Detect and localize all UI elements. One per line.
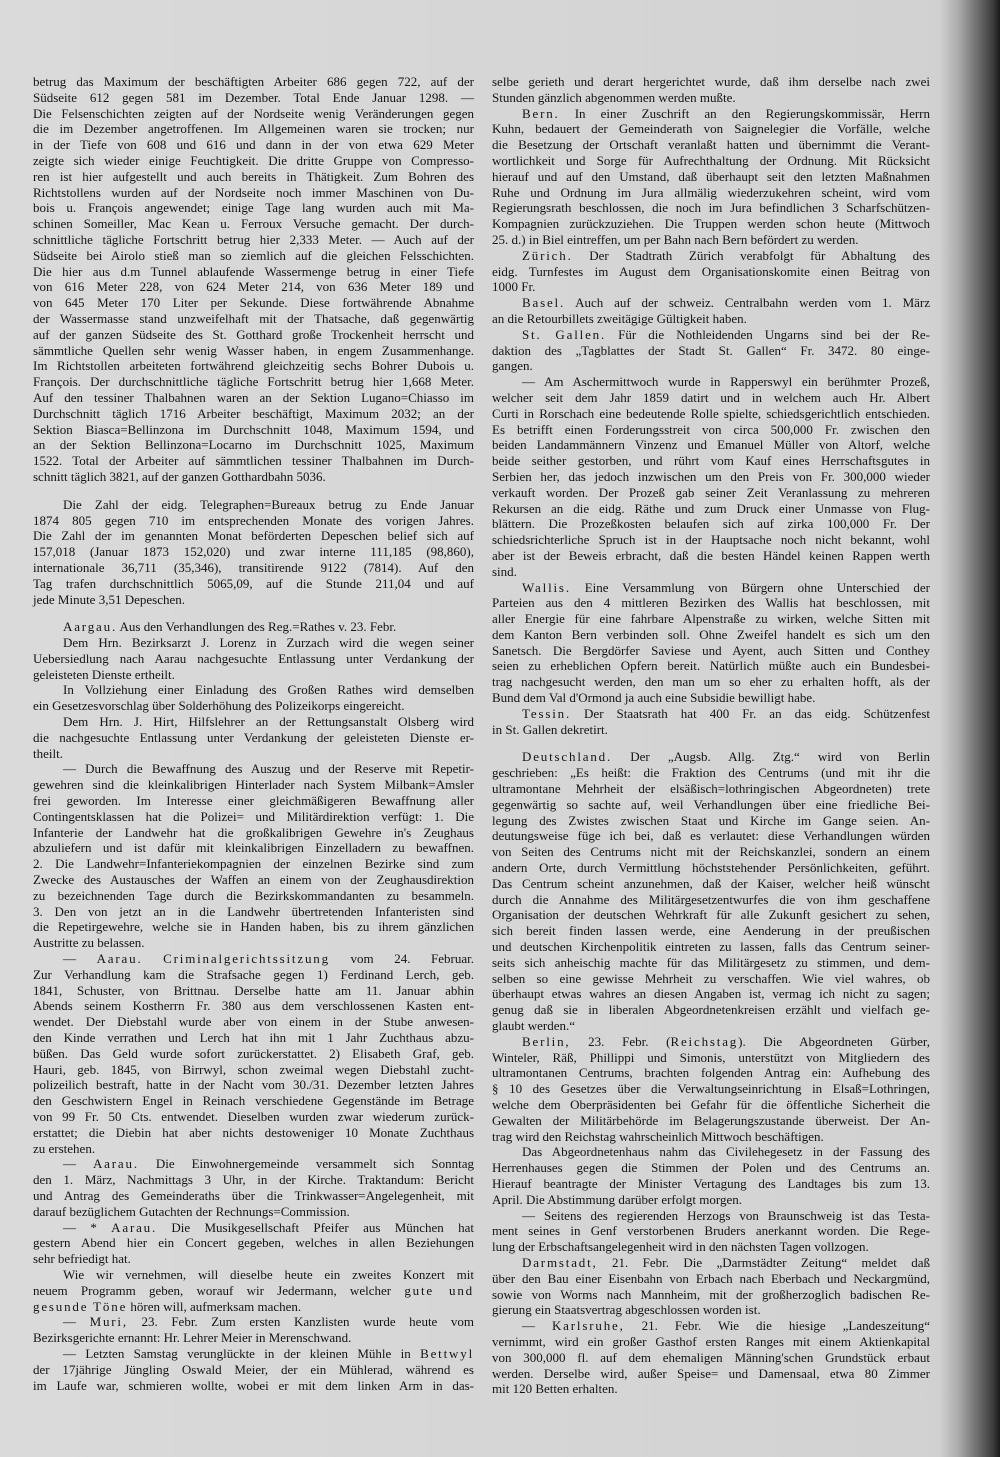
text-run: hören will, aufmerksam machen.	[127, 1298, 302, 1314]
paragraph	[33, 761, 474, 951]
text-line	[492, 749, 930, 765]
page-edge-shadow	[940, 0, 1000, 1457]
text-line	[33, 951, 474, 967]
text-line: § 10 des Gesetzes über die Verwaltungseinrichtung in Elsaß=Lothringen,	[492, 1081, 930, 1097]
spaced-emphasis-text: Criminalgerichtssitzung	[163, 951, 330, 967]
text-run: Der „Augsb. Allg. Ztg.“ wird von Berlin	[612, 749, 930, 765]
spaced-emphasis-text: Bettwyl	[420, 1345, 474, 1361]
text-line: auf der ganzen Südseite des St. Gotthard große Trockenheit herrscht und	[33, 326, 474, 342]
text-line: Hierauf beantragte der Minister Vertagung des Landtages bis zum 13.	[492, 1175, 930, 1191]
spaced-emphasis-text: Aarau.	[92, 1156, 139, 1172]
text-line: internationale 36,711 (35,346), transitirende 9122 (7814). Auf den	[33, 559, 474, 575]
text-run: Für die Nothleidenden Ungarns sind bei der Re-	[606, 326, 930, 342]
text-line: trag nachgesucht werden, den man um so eher zu erhalten hofft, als der	[492, 674, 930, 690]
text-line: und deutschen Kirchenpolitik eintreten zu lassen, falls das Centrum seiner-	[492, 939, 930, 955]
spaced-emphasis-text: Berlin,	[522, 1033, 571, 1049]
text-line: in St. Gallen dekretirt.	[492, 721, 608, 737]
text-column-right	[492, 74, 930, 1397]
text-line: Infanterie der Landwehr hat die großkalibrigen Gewehre in's Zeughaus	[33, 824, 474, 840]
text-line: — Seitens des regierenden Herzogs von Braunschweig ist das Testa-	[522, 1207, 930, 1223]
text-line: hierauf und auf den Umstand, daß überhaupt seit den letzten Maßnahmen	[492, 168, 930, 184]
text-line: Im Richtstollen arbeiteten fortwährend gleichzeitig sechs Bohrer Dubois u.	[33, 358, 474, 374]
text-line: der Wassermasse stand unzweifelhaft mit der Thatsache, daß gegenwärtig	[33, 310, 474, 326]
text-line: schiedsrichterliche Spruch ist in der Hauptsache noch nicht bekannt, wohl	[492, 532, 930, 548]
text-run: 21. Febr. Wie die hiesige „Landeszeitung“	[624, 1318, 931, 1334]
text-line	[492, 327, 930, 343]
text-line: wendet. Der Diebstahl wurde aber von einem in der Stube anwesen-	[33, 1014, 474, 1030]
spaced-emphasis-text: Aarau.	[96, 951, 143, 967]
text-line: Die Zahl der eidg. Telegraphen=Bureaux betrug zu Ende Januar	[63, 496, 474, 512]
paragraph	[492, 374, 930, 579]
text-line: sind.	[492, 563, 517, 579]
text-line: selbe gerieth und derart hergerichtet wurde, daß ihm derselbe nach zwei	[492, 74, 930, 89]
text-line: 25. d.) in Biel eintreffen, um per Bahn nach Bern befördert zu werden.	[492, 231, 859, 247]
spaced-emphasis-text: Bern.	[522, 105, 560, 121]
text-line: zeigte sich wieder einige Feuchtigkeit. Die dritte Gruppe von Compresso-	[33, 152, 474, 168]
text-line	[33, 1156, 474, 1172]
text-line: welcher seit dem Jahr 1859 datirt und in welchem auch Hr. Albert	[492, 389, 930, 405]
text-run: —	[63, 1314, 90, 1330]
text-line: trag wird den Reichstag wahrscheinlich Mittwoch beschäftigen.	[492, 1128, 824, 1144]
spaced-emphasis-text: Aargau.	[63, 619, 118, 635]
spaced-emphasis-text: Tessin.	[522, 705, 572, 721]
text-line: 1522. Total der Arbeiter auf sämmtlichen tessiner Thalbahnen im Durch-	[33, 453, 474, 469]
text-line: April. Die Abstimmung darüber erfolgt morgen.	[492, 1191, 742, 1207]
text-line	[33, 1299, 474, 1315]
text-line: seits sich anheischig machte für das Militärgesetz zu stimmen, und dem-	[492, 954, 930, 970]
paragraph	[492, 706, 930, 738]
text-line: die Besetzung der Ortschaft veranlaßt hatten und übernimmt die Verant-	[492, 137, 930, 153]
text-line: Bund dem Val d'Ormond ja auch eine Subsidie bewilligt habe.	[492, 690, 816, 706]
text-line: sämmtliche Quellen sehr wenig Wasser haben, in engem Zusammenhange.	[33, 342, 474, 358]
spaced-emphasis-text: St. Gallen.	[522, 326, 607, 342]
text-line: Regierungsrath beschlossen, die noch im Jura befindlichen 3 Scharfschützen-	[492, 200, 930, 216]
text-run: Der Stadtrath Zürich verabfolgt für Abhaltung des	[572, 247, 930, 263]
text-line: wortlichkeit und Sorge für Aufrechthaltung der Ordnung. Mit Rücksicht	[492, 152, 930, 168]
text-line: sich bereit finden lassen werde, eine Aenderung in der preußischen	[492, 923, 930, 939]
text-line: von 300,000 fl. auf dem ehemaligen Männing'schen Grundstück erbaut	[492, 1349, 930, 1365]
text-line: mit 120 Betten erhalten.	[492, 1381, 618, 1397]
text-line	[33, 1314, 474, 1330]
text-run: Die Einwohnergemeinde versammelt sich Sonntag	[138, 1156, 475, 1172]
text-line: Serbien her, das jedoch inzwischen um den Preis von Fr. 300,000 wieder	[492, 468, 930, 484]
article-section	[492, 74, 930, 737]
text-line: die im Dezember angetroffenen. Im Allgemeinen waren sie trocken; nur	[33, 121, 474, 137]
article-section	[492, 749, 930, 1397]
text-run: neuem Programm geben, worauf wir Jedermann, welcher	[33, 1282, 405, 1298]
paragraph	[492, 1318, 930, 1397]
text-line: Contingentsklassen hat die Polizei= und Militärdirektion verfügt: 1. Die	[33, 808, 474, 824]
text-line: sowie von Worms nach Mannheim, mit der großherzoglich badischen Re-	[492, 1286, 930, 1302]
text-line: glaubt werden.“	[492, 1018, 576, 1034]
text-line: betrug das Maximum der beschäftigten Arbeiter 686 gegen 722, auf der	[33, 74, 474, 89]
text-line: Kuhn, bedauert der Gemeinderath von Saignelegier die Vorfälle, welche	[492, 121, 930, 137]
text-line: abzuliefern und ist dafür mit kleinkalibrigen Einzelladern zu bewaffnen.	[33, 840, 474, 856]
text-line: an die Retourbillets zweitägige Gültigkeit haben.	[492, 310, 747, 326]
text-line: eidg. Turnfestes im August dem Organisationskomite einen Beitrag von	[492, 263, 930, 279]
text-run: In einer Zuschrift an den Regierungskommissär, Herrn	[559, 105, 930, 121]
paragraph	[33, 951, 474, 1156]
text-line: 1000 Fr.	[492, 279, 536, 295]
text-line: über den Bau einer Eisenbahn von Erbach nach Eberbach und Neckargmünd,	[492, 1270, 930, 1286]
text-line: 3. Den von jetzt an in die Landwehr übertretenden Infanteristen sind	[33, 903, 474, 919]
text-line: frei geworden. Im Interesse einer gleichmäßigeren Bewaffnung aller	[33, 793, 474, 809]
text-line: ultramontanen Centrums, brachten folgenden Antrag ein: Aufhebung des	[492, 1065, 930, 1081]
text-run: —	[522, 1318, 552, 1334]
text-line: Tag trafen durchschnittlich 5065,09, auf die Stunde 211,04 und auf	[33, 575, 474, 591]
text-line: beiden Landammännern Vinzenz und Emanuel Müller von Altorf, welche	[492, 437, 930, 453]
paragraph	[492, 74, 930, 106]
spaced-emphasis-text: Aarau.	[111, 1219, 158, 1235]
spaced-emphasis-text: Wallis.	[522, 579, 571, 595]
paragraph	[492, 248, 930, 295]
text-line: Südseite 612 gegen 581 im Dezember. Total Ende Januar 1298. —	[33, 89, 474, 105]
text-line	[492, 1318, 930, 1334]
spaced-emphasis-text: Deutschland.	[522, 749, 613, 765]
text-line: Das Abgeordnetenhaus nahm das Civilehegesetz in der Fassung des	[522, 1144, 930, 1160]
text-line: Wie wir vernehmen, will dieselbe heute ein zweites Konzert mit	[63, 1266, 474, 1282]
text-run: — Letzten Samstag verunglückte in der kleinen Mühle in	[63, 1345, 421, 1361]
text-run: Aus den Verhandlungen des Reg.=Rathes v. 23. Febr.	[117, 619, 397, 635]
text-line: Stunden gänzlich abgenommen werden mußte.	[492, 89, 736, 105]
spaced-emphasis-text: Darmstadt,	[522, 1254, 598, 1270]
text-line: Es betrifft einen Forderungsstreit von circa 500,000 Fr. zwischen den	[492, 421, 930, 437]
paragraph	[492, 749, 930, 1033]
text-run: Der Staatsrath hat 400 Fr. an das eidg. Schützenfest	[571, 705, 930, 721]
text-line: beide seither gestorben, und rührt vom Kauf eines Herrschaftsgutes in	[492, 453, 930, 469]
text-line: gangen.	[492, 358, 533, 374]
paragraph	[33, 497, 474, 608]
text-line: überhaupt etwas wahres an diesen Angaben ist, vermag ich nicht zu sagen;	[492, 986, 930, 1002]
spaced-emphasis-text: Basel.	[522, 295, 566, 311]
text-line: bois u. François angewendet; einige Tage lang wurden auch mit Ma-	[33, 200, 474, 216]
text-line: ein Gesetzesvorschlag über Solderhöhung des Polizeikorps eingereicht.	[33, 698, 405, 714]
text-line: den 1. März, Nachmittags 3 Uhr, in der Kirche. Traktandum: Bericht	[33, 1172, 474, 1188]
text-line: Winteler, Räß, Phillippi und Simonis, unterstützt von Mitgliedern des	[492, 1049, 930, 1065]
paragraph	[492, 1208, 930, 1255]
text-line: und Antrag des Gemeinderaths über die Trinkwasser=Angelegenheit, mit	[33, 1187, 474, 1203]
text-line: welche dem Oberpräsidenten bei Gefahr für die öffentliche Sicherheit die	[492, 1097, 930, 1112]
text-line: der 17jährige Jüngling Oswald Meier, der ein Mühlerad, während es	[33, 1361, 474, 1377]
text-line: gegenwärtig so sachte auf, weil Verhandlungen über eine friedliche Bei-	[492, 796, 930, 812]
text-line: aber ist der Beweis erbracht, daß die besten Händel keinen Rappen werth	[492, 547, 930, 563]
article-section	[33, 619, 474, 1393]
text-line: 1874 805 gegen 710 im entsprechenden Monate des vorigen Jahres.	[33, 512, 474, 528]
text-run: Eine Versammlung von Bürgern ohne Unterschied der	[570, 579, 930, 595]
text-line: Das Centrum scheint anzunehmen, daß der Kaiser, welcher heiß wünscht	[492, 875, 930, 891]
text-line: In Vollziehung einer Einladung des Großen Rathes wird demselben	[63, 682, 474, 698]
text-line: an der Sektion Bellinzona=Locarno im Durchschnitt 1025, Maximum	[33, 437, 474, 453]
paragraph	[33, 619, 474, 635]
paragraph	[33, 74, 474, 485]
text-line: die nachgesuchte Entlassung unter Verdankung der geleisteten Dienste er-	[33, 729, 474, 745]
text-run: — *	[63, 1219, 112, 1235]
text-line: Durchschnitt täglich 1716 Arbeiter beschäftigt, Maximum 2032; an der	[33, 405, 474, 421]
text-line: deutungsweise füge ich bei, daß es verlautet: diese Verhandlungen würden	[492, 828, 930, 844]
text-line: legung des Zwistes zwischen Staat und Kirche im Gange seien. An-	[492, 812, 930, 828]
text-run: 23. Febr. Zum ersten Kanzlisten wurde heute vom	[127, 1314, 474, 1330]
spaced-emphasis-text: gesunde Töne	[33, 1298, 128, 1314]
text-line: ren ist hier aufgestellt und auch bereits in Thätigkeit. Zum Bohren des	[33, 168, 474, 184]
text-line: 157,018 (Januar 1873 152,020) und zwar interne 111,185 (98,860),	[33, 544, 474, 560]
text-line: geschrieben: „Es heißt: die Fraktion des Centrums (und mit ihr die	[492, 765, 930, 781]
text-line: gierung ein Staatsvertrag abgeschlossen worden ist.	[492, 1302, 761, 1318]
text-line: daktion des „Tagblattes der Stadt St. Gallen“ Fr. 3472. 80 einge-	[492, 342, 930, 358]
text-line: verkauft worden. Der Prozeß gab seiner Zeit Veranlassung zu mehreren	[492, 484, 930, 500]
text-line: Ruhe und Ordnung im Jura allmälig wiederzukehren scheint, wird vom	[492, 184, 930, 200]
article-section	[33, 497, 474, 608]
text-line	[492, 1034, 930, 1050]
text-line: schnittliche tägliche Fortschritt betrug hier 2,333 Meter. — Auch auf der	[33, 231, 474, 247]
text-line: von 616 Meter 228, von 624 Meter 214, von 636 Meter 189 und	[33, 279, 474, 295]
text-line	[33, 1346, 474, 1362]
text-line: Die Felsenschichten zeigten auf der Nordseite wenig Veränderungen gegen	[33, 105, 474, 121]
text-line: Rekursen an die eidg. Räthe und zum Druck einer Unmasse von Flug-	[492, 500, 930, 516]
text-line	[33, 1220, 474, 1236]
text-line: Herrenhauses gegen die Stimmen der Polen und des Centrums an.	[492, 1160, 930, 1176]
text-line: im Laufe war, schmieren wollte, wobei er mit dem linken Arm in das-	[33, 1377, 474, 1393]
text-line: den Geschwistern Engel in Reinach verschiedene Gegenstände im Betrage	[33, 1093, 474, 1109]
spaced-emphasis-text: gute und	[404, 1282, 474, 1298]
text-run: vom 24. Februar.	[329, 951, 475, 967]
text-run: 21. Febr. Die „Darmstädter Zeitung“ meldet daß	[597, 1254, 930, 1270]
text-line: 1841, Schuster, von Brittnau. Derselbe hatte am 11. Januar abhin	[33, 982, 474, 998]
text-line: die Repetirgewehre, welche sie in Handen haben, bis zu ihrem gänzlichen	[33, 919, 474, 935]
paragraph	[33, 635, 474, 682]
text-line	[492, 295, 930, 311]
paragraph	[33, 1346, 474, 1393]
text-line: ultramontane Mehrheit der elsäßisch=lothringischen Abgeordneten) trete	[492, 781, 930, 797]
text-line: zu erstehen.	[33, 1140, 96, 1156]
text-line: lung der Erbschaftsangelegenheit wird in den nächsten Tagen vollzogen.	[492, 1239, 869, 1255]
text-line: jede Minute 3,51 Depeschen.	[33, 591, 185, 607]
text-line: zu bezeichnenden Tage durch die Bezirkskommandanten zu besammeln.	[33, 887, 474, 903]
text-line: von 645 Meter 170 Liter per Sekunde. Diese fortwährende Abnahme	[33, 295, 474, 311]
text-line: von Seiten des Centrums nicht mit der Reichskanzlei, sondern an einem	[492, 844, 930, 860]
text-run: 23. Febr. (	[570, 1033, 671, 1049]
text-line: Dem Hrn. J. Hirt, Hilfslehrer an der Rettungsanstalt Olsberg wird	[63, 714, 474, 730]
text-line: selben so eine gewisse Mehrheit zu verschaffen. Wie viel wahres, ob	[492, 970, 930, 986]
text-line: andern Orte, durch Vermittlung höchststehender Persönlichkeiten, geführt.	[492, 860, 930, 876]
text-run: ). Die Abgeordneten Gürber,	[738, 1033, 930, 1049]
paragraph	[33, 1267, 474, 1314]
text-line: in der Tiefe von 608 und 616 und dann in der von etwa 629 Meter	[33, 137, 474, 153]
text-line: Sanetsch. Die Bergdörfer Saviese und Ayent, auch Sitten und Conthey	[492, 642, 930, 658]
text-column-left	[33, 74, 474, 1393]
text-line: gewehren sind die kleinkalibrigen Hinterlader nach System Milbank=Amsler	[33, 777, 474, 793]
text-line: sehr befriedigt hat.	[33, 1251, 131, 1267]
text-line: vernimmt, wird ein großer Gasthof ersten Ranges mit einem Aktienkapital	[492, 1333, 930, 1349]
spaced-emphasis-text: Muri,	[89, 1314, 128, 1330]
paragraph	[33, 714, 474, 761]
paragraph	[33, 682, 474, 714]
paragraph	[33, 1314, 474, 1346]
text-line: Sektion Biasca=Bellinzona im Durchschnitt 1048, Maximum 1594, und	[33, 421, 474, 437]
text-line: seien zu erheblichen Opfern bereit. Natürlich müßte auch ein Bundesbei-	[492, 658, 930, 674]
text-line: Bezirksgerichte ernannt: Hr. Lehrer Meier in Merenschwand.	[33, 1330, 352, 1346]
text-line: ment seines in Genf verstorbenen Bruders anerkannt worden. Die Rege-	[492, 1223, 930, 1239]
text-line: werden. Derselbe wird, außer Speise= und Damensaal, etwa 80 Zimmer	[492, 1365, 930, 1381]
text-line: Dem Hrn. Bezirksarzt J. Lorenz in Zurzach wird die wegen seiner	[63, 635, 474, 651]
text-line	[33, 619, 474, 635]
text-line: Gewalten der Militärbehörde im Belagerungszustande überweist. Der An-	[492, 1112, 930, 1128]
text-line: erstattet; die Diebin hat aber nichts destoweniger 10 Monate Zuchthaus	[33, 1124, 474, 1140]
text-run: —	[63, 1156, 93, 1172]
text-line: geleisteten Dienste ertheilt.	[33, 666, 175, 682]
paragraph	[492, 580, 930, 706]
paragraph	[492, 295, 930, 327]
text-line: theilt.	[33, 745, 63, 761]
text-run: Auch auf der schweiz. Centralbahn werden vom 1. März	[565, 295, 930, 311]
text-line	[492, 248, 930, 264]
text-line: Zwecke des Austausches der Waffen an einem von der Zeughausdirektion	[33, 872, 474, 888]
text-line: Organisation der deutschen Wehrkraft für alle Zukunft gesichert zu sehen,	[492, 907, 930, 923]
text-line: 2. Die Landwehr=Infanteriekompagnien der einzelnen Bezirke sind zum	[33, 856, 474, 872]
text-line: Auf den tessiner Thalbahnen waren an der Sektion Lugano=Chiasso im	[33, 389, 474, 405]
text-line: — Am Aschermittwoch wurde in Rapperswyl ein berühmter Prozeß,	[522, 374, 930, 390]
text-line: Parteien aus den 4 mittleren Bezirken des Wallis hat beschlossen, mit	[492, 595, 930, 611]
text-line: Die Zahl der im genannten Monat beförderten Depeschen belief sich auf	[33, 528, 474, 544]
text-run: Die Musikgesellschaft Pfeifer aus München hat	[157, 1219, 475, 1235]
text-line: blättern. Die Prozeßkosten belaufen sich auf zirka 100,000 Fr. Der	[492, 516, 930, 532]
text-line: dem Kanton Bern verbinden soll. Ohne Zweifel handelt es sich um den	[492, 626, 930, 642]
text-line: polizeilich bestraft, hatte in der Nacht vom 30./31. Dezember letzten Jahres	[33, 1077, 474, 1093]
text-line	[492, 1255, 930, 1271]
text-line: schnitt täglich 3821, auf der ganzen Gotthardbahn 5036.	[33, 468, 326, 484]
text-line: Richtstollens wurden auf der Nordseite noch immer Maschinen von Du-	[33, 184, 474, 200]
text-line: den Kinde verrathen und Lerch hat ihn mit 1 Jahr Zuchthaus abzu-	[33, 1030, 474, 1046]
text-line: durch die Annahme des Militärgesetzentwurfes die von ihm geschaffene	[492, 891, 930, 907]
text-line	[492, 106, 930, 122]
text-line: — Durch die Bewaffnung des Auszug und der Reserve mit Repetir-	[63, 761, 474, 777]
text-line	[492, 580, 930, 596]
text-line: Austritte zu belassen.	[33, 935, 145, 951]
spaced-emphasis-text: Zürich.	[522, 247, 573, 263]
text-line: Hauri, geb. 1845, von Birrwyl, schon zweimal wegen Diebstahl zucht-	[33, 1061, 474, 1077]
text-line: Uebersiedlung nach Aarau nachgesuchte Entlassung unter Verdankung der	[33, 650, 474, 666]
text-line: von 99 Fr. 50 Cts. entwendet. Dieselben wurden zwar wiederum zurück-	[33, 1109, 474, 1124]
paragraph	[33, 1156, 474, 1219]
text-line: genug daß sie in liberalen Abgeordnetenkreisen erzählt und vielfach ge-	[492, 1002, 930, 1018]
text-run: —	[63, 951, 97, 967]
article-section	[33, 74, 474, 485]
text-run	[143, 951, 164, 966]
text-line	[492, 706, 930, 722]
text-line: schinen Someiller, Mac Kean u. Ferroux Versuche gemacht. Der durch-	[33, 216, 474, 232]
text-line: Südseite bei Airolo stieß man so ziemlich auf die gleichen Felsschichten.	[33, 247, 474, 263]
text-line: Kompagnien zurückzuziehen. Die Truppen werden schon heute (Mittwoch	[492, 216, 930, 232]
text-line: Abends seinem Kostherrn Fr. 380 aus dem verschlossenen Kasten ent-	[33, 998, 474, 1014]
text-line: darauf bezüglichem Gutachten der Rechnungs=Commission.	[33, 1203, 350, 1219]
text-line: Die hier aus d.m Tunnel ablaufende Wassermenge betrug in einer Tiefe	[33, 263, 474, 279]
paragraph	[492, 1144, 930, 1207]
paragraph	[492, 106, 930, 248]
paragraph	[492, 1255, 930, 1318]
text-line: büßen. Das Geld wurde sofort zurückerstattet. 2) Elisabeth Graf, geb.	[33, 1045, 474, 1061]
text-line: aller Energie für eine fahrbare Alpenstraße zu wirken, welche Sitten mit	[492, 611, 930, 627]
paragraph	[492, 327, 930, 374]
text-line: Zur Verhandlung kam die Strafsache gegen 1) Ferdinand Lerch, geb.	[33, 966, 474, 982]
text-line	[33, 1283, 474, 1299]
text-line: gestern Abend hier ein Concert gegeben, welches in allen Beziehungen	[33, 1235, 474, 1251]
spaced-emphasis-text: Karlsruhe,	[551, 1318, 625, 1334]
paragraph	[33, 1220, 474, 1267]
spaced-emphasis-text: Reichstag	[670, 1033, 739, 1049]
text-line: Curti in Rorschach eine bedeutende Rolle spielte, schiedsgerichtlich entschieden.	[492, 405, 930, 421]
text-line: François. Der durchschnittliche tägliche Fortschritt betrug hier 1,668 Meter.	[33, 374, 474, 390]
paragraph	[492, 1034, 930, 1145]
